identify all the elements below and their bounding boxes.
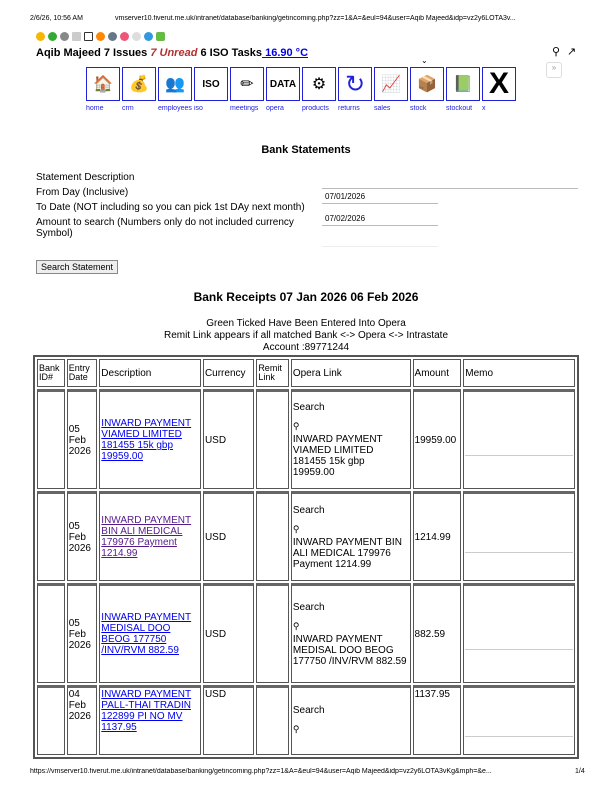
employees-icon: 👥 <box>165 76 185 93</box>
opera-search-label: Search <box>292 601 325 613</box>
external-link-icon[interactable]: ↗ <box>567 46 577 58</box>
amount-cell: 882.59 <box>413 583 462 683</box>
print-url: vmserver10.fiverut.me.uk/intranet/database/banking/getincoming.php?zz=1&A=&eul=94&user=Aqib Majeed&idp=vz2y6LOTA3v... <box>115 15 516 22</box>
remit-link-cell <box>256 685 289 755</box>
column-header: Opera Link <box>291 359 411 387</box>
nav-label-iso[interactable]: iso <box>194 105 203 112</box>
grid-icon[interactable] <box>72 32 81 41</box>
currency-cell: USD <box>203 491 254 581</box>
entry-date-cell: 04 Feb 2026 <box>67 685 98 755</box>
nav-products-button[interactable] <box>302 67 336 101</box>
amount-cell: 19959.00 <box>413 389 462 489</box>
to-label: To Date (NOT including so you can pick 1st DAy next month) <box>36 202 305 213</box>
nav-label-stockout[interactable]: stockout <box>446 105 473 112</box>
description-cell <box>99 583 201 683</box>
nav-label-sales[interactable]: sales <box>374 105 391 112</box>
magnifier-icon[interactable]: ⚲ <box>292 724 300 734</box>
table-row <box>37 583 575 683</box>
star-icon[interactable] <box>36 32 45 41</box>
magnifier-icon[interactable]: ⚲ <box>292 421 300 431</box>
nav-label-opera[interactable]: opera <box>266 105 284 112</box>
nav-meetings-button[interactable] <box>230 67 264 101</box>
column-header: Memo <box>463 359 575 387</box>
footer-url: https://vmserver10.fiverut.me.uk/intranet/database/banking/getincoming.php?zz=1&A=&eul=94&user=Aqib Majeed&idp=vz2y6LOTA3vKg&mph=&e... <box>30 768 492 775</box>
column-header: Currency <box>203 359 254 387</box>
shop-icon[interactable] <box>156 32 165 41</box>
opera-match-text: INWARD PAYMENT VIAMED LIMITED 181455 15k gbp 19959.00 <box>292 434 383 478</box>
temperature-link[interactable]: 16.90 °C <box>262 47 309 59</box>
memo-input[interactable] <box>465 522 573 553</box>
crm-icon: 💰 <box>129 76 149 93</box>
settings-icon[interactable] <box>108 32 117 41</box>
from-label: From Day (Inclusive) <box>36 187 129 198</box>
opera-match-text: INWARD PAYMENT BIN ALI MEDICAL 179976 Payment 1214.99 <box>292 536 402 570</box>
user-name: Aqib Majeed <box>36 47 101 59</box>
nav-labels <box>86 105 516 112</box>
chat-icon[interactable] <box>144 32 153 41</box>
memo-cell <box>463 685 575 755</box>
currency-cell: USD <box>203 685 254 755</box>
to-date-input[interactable]: 07/02/2026 <box>322 212 438 226</box>
nav-home-button[interactable] <box>86 67 120 101</box>
currency-cell: USD <box>203 389 254 489</box>
opera-search-label: Search <box>292 504 325 516</box>
nav-label-employees[interactable]: employees <box>158 105 192 112</box>
description-cell <box>99 685 201 755</box>
stockout-icon: 📗 <box>453 76 473 93</box>
nav-opera-button[interactable] <box>266 67 300 101</box>
help-icon[interactable] <box>96 32 105 41</box>
remit-link-cell <box>256 491 289 581</box>
nav-crm-button[interactable] <box>122 67 156 101</box>
from-date-input[interactable]: 07/01/2026 <box>322 190 438 204</box>
memo-input[interactable] <box>465 619 573 650</box>
star-outline-icon[interactable] <box>132 32 141 41</box>
opera-link-cell <box>291 583 411 683</box>
opera-search-label: Search <box>292 705 325 716</box>
bank-id-cell <box>37 491 65 581</box>
nav-label-returns[interactable]: returns <box>338 105 360 112</box>
link-icon[interactable] <box>120 32 129 41</box>
nav-returns-button[interactable] <box>338 67 372 101</box>
memo-input[interactable] <box>465 706 573 737</box>
iso-tasks[interactable]: 6 ISO Tasks <box>200 47 263 59</box>
amount-input[interactable] <box>322 234 438 247</box>
note-green-ticked: Green Ticked Have Been Entered Into Opera <box>206 318 406 329</box>
nav-label-crm[interactable]: crm <box>122 105 134 112</box>
column-header: Remit Link <box>256 359 289 387</box>
memo-input[interactable] <box>465 425 573 456</box>
account-number: Account :89771244 <box>262 342 350 353</box>
description-link[interactable]: INWARD PAYMENT MEDISAL DOO BEOG 177750 /INV/RVM 882.59 <box>101 612 192 656</box>
remit-link-cell <box>256 389 289 489</box>
bank-id-cell <box>37 389 65 489</box>
opera-link-cell <box>291 389 411 489</box>
magnifier-icon[interactable]: ⚲ <box>292 620 300 631</box>
copy-icon[interactable] <box>84 32 93 41</box>
opera-link-cell <box>291 491 411 581</box>
entry-date-cell: 05 Feb 2026 <box>67 491 98 581</box>
nav-label-meetings[interactable]: meetings <box>230 105 259 112</box>
sales-icon: 📈 <box>381 76 401 93</box>
receipts-title: Bank Receipts 07 Jan 2026 06 Feb 2026 <box>193 290 419 304</box>
nav-bar <box>86 67 516 101</box>
remit-link-cell <box>256 583 289 683</box>
column-header: Amount <box>413 359 462 387</box>
x-icon: X <box>488 67 509 100</box>
issues-count[interactable]: 7 Issues <box>103 47 148 59</box>
nav-stock-button[interactable] <box>410 67 444 101</box>
memo-cell <box>463 491 575 581</box>
nav-label-x[interactable]: x <box>482 105 486 112</box>
currency-cell: USD <box>203 583 254 683</box>
expand-icon[interactable]: » <box>546 62 562 78</box>
returns-icon: ↻ <box>344 70 366 98</box>
desc-label: Statement Description <box>36 172 135 183</box>
opera-link-cell <box>291 685 411 755</box>
user-status <box>36 47 308 59</box>
opera-icon: DATA <box>269 78 297 90</box>
nav-sales-button[interactable] <box>374 67 408 101</box>
description-cell <box>99 389 201 489</box>
column-header: Bank ID# <box>37 359 65 387</box>
column-header: Description <box>99 359 201 387</box>
column-header: Entry Date <box>67 359 98 387</box>
description-cell <box>99 491 201 581</box>
nav-stockout-button[interactable] <box>446 67 480 101</box>
app-icon[interactable] <box>48 32 57 41</box>
description-input[interactable] <box>322 176 578 189</box>
unread-count[interactable]: 7 Unread <box>150 47 198 59</box>
receipts-table <box>33 355 579 759</box>
page-number: 1/4 <box>575 768 585 775</box>
description-link[interactable]: INWARD PAYMENT PALL-THAI TRADIN 122899 PI NO MV 1137.95 <box>101 689 192 733</box>
iso-icon: ISO <box>202 78 220 90</box>
gear-icon[interactable] <box>60 32 69 41</box>
statement-form <box>36 172 326 243</box>
description-link[interactable]: INWARD PAYMENT VIAMED LIMITED 181455 15k gbp 19959.00 <box>101 418 192 462</box>
bank-id-cell <box>37 583 65 683</box>
amount-label: Amount to search (Numbers only do not included currency Symbol) <box>36 217 294 239</box>
entry-date-cell: 05 Feb 2026 <box>67 583 98 683</box>
bank-id-cell <box>37 685 65 755</box>
toolbar-icons <box>36 32 165 41</box>
amount-cell: 1214.99 <box>413 491 462 581</box>
note-remit-link: Remit Link appears if all matched Bank <-> Opera <-> Intrastate <box>163 330 449 341</box>
products-icon: ⚙ <box>311 76 327 93</box>
nav-label-home[interactable]: home <box>86 105 104 112</box>
search-icon[interactable]: ⚲ <box>552 46 561 58</box>
nav-label-stock[interactable]: stock <box>410 105 427 112</box>
nav-iso-button[interactable] <box>194 67 228 101</box>
opera-search-label: Search <box>292 402 325 413</box>
notes <box>0 318 612 354</box>
stock-icon: 📦 <box>417 76 437 93</box>
chevron-down-icon[interactable]: ⌄ <box>421 56 428 65</box>
memo-cell <box>463 389 575 489</box>
meetings-icon: ✏ <box>240 76 254 93</box>
home-icon: 🏠 <box>93 76 113 93</box>
table-row <box>37 491 575 581</box>
description-link[interactable]: INWARD PAYMENT BIN ALI MEDICAL 179976 Payment 1214.99 <box>101 515 192 559</box>
amount-cell: 1137.95 <box>413 685 462 755</box>
memo-cell <box>463 583 575 683</box>
nav-x-button[interactable] <box>482 67 516 101</box>
table-row <box>37 685 575 755</box>
page-title: Bank Statements <box>261 144 351 156</box>
entry-date-cell: 05 Feb 2026 <box>67 389 98 489</box>
print-datetime: 2/6/26, 10:56 AM <box>30 15 83 22</box>
nav-label-products[interactable]: products <box>302 105 329 112</box>
search-statement-button[interactable]: Search Statement <box>36 260 118 274</box>
magnifier-icon[interactable]: ⚲ <box>292 523 300 534</box>
opera-match-text: INWARD PAYMENT MEDISAL DOO BEOG 177750 /INV/RVM 882.59 <box>292 633 407 667</box>
table-row <box>37 389 575 489</box>
nav-employees-button[interactable] <box>158 67 192 101</box>
